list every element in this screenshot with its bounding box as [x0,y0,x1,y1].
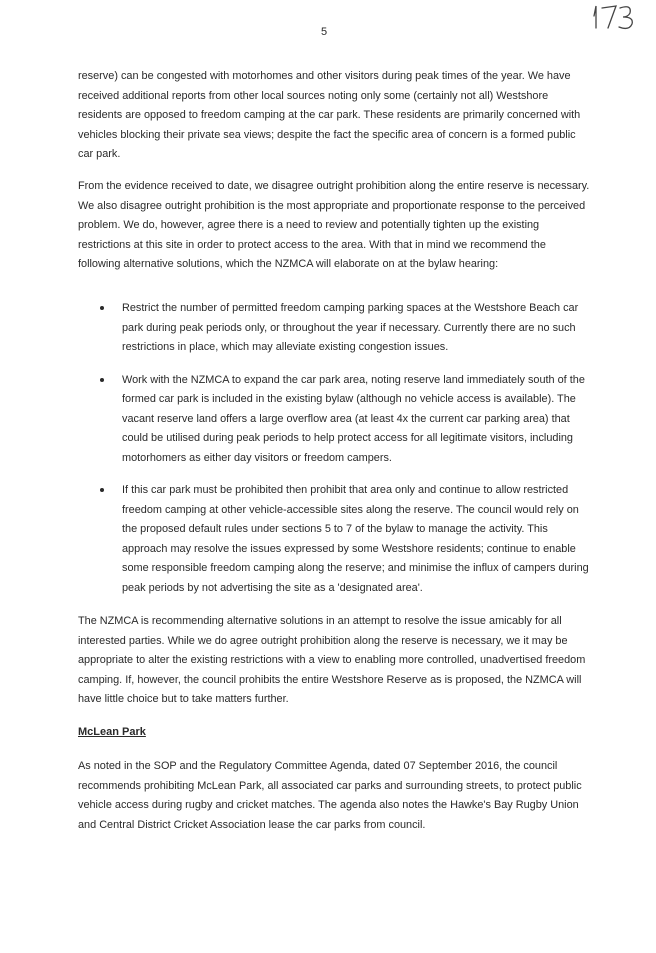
bullet-icon [100,488,104,492]
bullet-icon [100,378,104,382]
list-item [78,371,590,469]
paragraph-evidence-disagree: From the evidence received to date, we disagree outright prohibition along the entire reserve is necessary. We also disagree outright prohibition is the most appropriate and proportionate response to the perceived problem. We do, however, agree there is a need to review and potentially tighten up the existing restrictions at this site in order to protect access to the area. With that in mind we recommend the following alternative solutions, which the NZMCA will elaborate on at the bylaw hearing: [78,180,590,270]
bullet-icon [100,306,104,310]
paragraph-nzmca-recommending: The NZMCA is recommending alternative solutions in an attempt to resolve the issue amicably for all interested parties. While we do agree outright prohibition along the reserve is necessary, we it may be appropriate to alter the existing restrictions with a view to enabling more controlled, unadvertised freedom camping. If, however, the council prohibits the entire Westshore Reserve as is proposed, the NZMCA will have little choice but to take matters further. [78,615,586,705]
section-heading-mclean-park: McLean Park [78,726,146,738]
list-item [78,481,590,598]
paragraph-westshore-congestion: reserve) can be congested with motorhomes and other visitors during peak times of the year. We have received additional reports from other local sources noting only some (certainly not all) Westshore residents are opposed to freedom camping at the car park. These residents are primarily concerned with vehicles blocking their private sea views; despite the fact the specific area of concern is a formed public car park. [78,70,581,160]
list-item [78,299,590,358]
recommendation-list [78,299,590,598]
page-number: 5 [320,26,328,38]
bullet-text: Restrict the number of permitted freedom camping parking spaces at the Westshore Beach car park during peak periods only, or throughout the year if necessary. Currently there are no such restrictions in place, which may alleviate existing congestion issues. [122,302,579,353]
paragraph-mclean-park: As noted in the SOP and the Regulatory Committee Agenda, dated 07 September 2016, the council recommends prohibiting McLean Park, all associated car parks and surrounding streets, to protect public vehicle access during rugby and cricket matches. The agenda also notes the Hawke's Bay Rugby Union and Central District Cricket Association lease the car parks from council. [78,760,582,831]
bullet-text: Work with the NZMCA to expand the car park area, noting reserve land immediately south of the formed car park is included in the existing bylaw (although no vehicle access is available). The vacant reserve land offers a large overflow area (at least 4x the current car parking area) that could be utilised during peak periods to help protect access for all legitimate visitors, including motorhomers as either day visitors or freedom campers. [122,373,585,464]
bullet-text: If this car park must be prohibited then prohibit that area only and continue to allow restricted freedom camping at other vehicle-accessible sites along the reserve. The council would rely on the proposed default rules under sections 5 to 7 of the bylaw to manage the activity. This approach may resolve the issues expressed by some Westshore residents; continue to enable some responsible freedom camping along the reserve; and minimise the influx of campers during peak periods by not advertising the site as a 'designated area'. [122,484,589,594]
